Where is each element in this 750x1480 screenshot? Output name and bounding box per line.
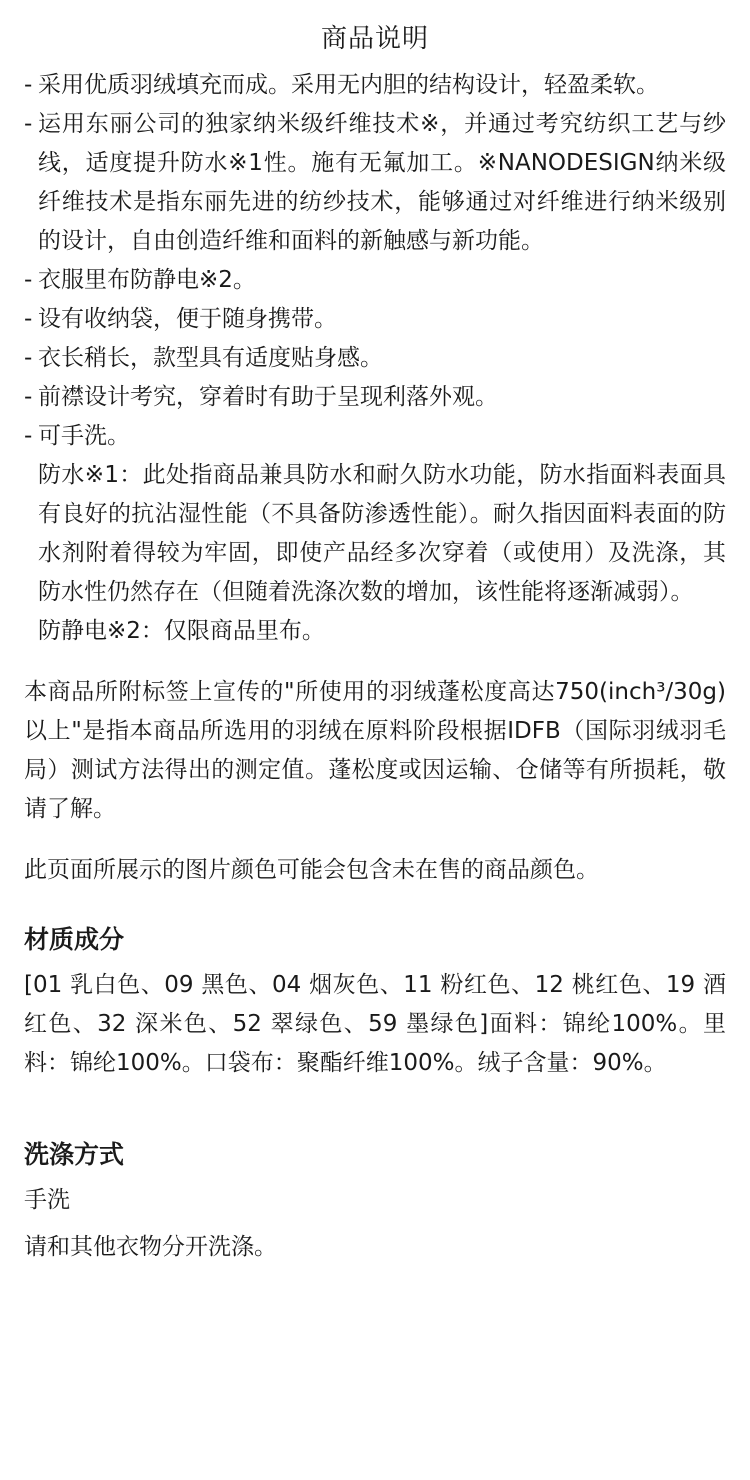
washing-heading: 洗涤方式 xyxy=(24,1140,125,1169)
bullet-marker: - xyxy=(24,306,33,332)
bullet-marker: - xyxy=(24,111,33,137)
feature-item xyxy=(24,261,726,300)
color-disclaimer: 此页面所展示的图片颜色可能会包含未在售的商品颜色。 xyxy=(24,857,599,883)
feature-item xyxy=(24,378,726,417)
washing-instruction: 请和其他衣物分开洗涤。 xyxy=(24,1234,277,1260)
material-text: [01 乳白色、09 黑色、04 烟灰色、11 粉红色、12 桃红色、19 酒红色、32 深米色、52 翠绿色、59 墨绿色]面料：锦纶100%。里料：锦纶100%。口袋布：聚酯纤维100%。绒子含量：90%。 xyxy=(24,972,726,1076)
feature-list xyxy=(24,66,726,456)
waterproof-note: 防水※1：此处指商品兼具防水和耐久防水功能，防水指面料表面具有良好的抗沾湿性能（不具备防渗透性能）。耐久指因面料表面的防水剂附着得较为牢固，即使产品经多次穿着（或使用）及洗涤，其防水性仍然存在（但随着洗涤次数的增加，该性能将逐渐减弱）。 xyxy=(38,462,726,605)
bullet-marker: - xyxy=(24,72,33,98)
bullet-marker: - xyxy=(24,423,33,449)
spacer xyxy=(24,829,726,851)
feature-text: 采用优质羽绒填充而成。采用无内胆的结构设计，轻盈柔软。 xyxy=(38,72,659,98)
feature-text: 设有收纳袋，便于随身携带。 xyxy=(38,306,337,332)
feature-text: 前襟设计考究，穿着时有助于呈现利落外观。 xyxy=(38,384,498,410)
spacer xyxy=(24,651,726,673)
antistatic-note: 防静电※2：仅限商品里布。 xyxy=(38,618,325,644)
bullet-marker: - xyxy=(24,345,33,371)
spacer xyxy=(24,1220,726,1228)
feature-item xyxy=(24,300,726,339)
feature-text: 衣服里布防静电※2。 xyxy=(38,267,256,293)
loft-paragraph: 本商品所附标签上宣传的"所使用的羽绒蓬松度高达750(inch³/30g)以上"是指本商品所选用的羽绒在原料阶段根据IDFB（国际羽绒羽毛局）测试方法得出的测定值。蓬松度或因运输、仓储等有所损耗，敬请了解。 xyxy=(24,679,726,822)
feature-item xyxy=(24,417,726,456)
spacer xyxy=(24,890,726,920)
page-title: 商品说明 xyxy=(320,24,429,54)
bullet-marker: - xyxy=(24,267,33,293)
feature-item xyxy=(24,339,726,378)
bullet-marker: - xyxy=(24,384,33,410)
feature-text: 可手洗。 xyxy=(38,423,130,449)
feature-item xyxy=(24,66,726,105)
washing-method: 手洗 xyxy=(24,1187,70,1213)
feature-item xyxy=(24,105,726,261)
material-heading: 材质成分 xyxy=(24,925,125,954)
feature-text: 运用东丽公司的独家纳米级纤维技术※，并通过考究纺织工艺与纱线，适度提升防水※1性。施有无氟加工。※NANODESIGN纳米级纤维技术是指东丽先进的纺纱技术，能够通过对纤维进行纳米级别的设计，自由创造纤维和面料的新触感与新功能。 xyxy=(38,111,726,254)
spacer xyxy=(24,1113,726,1135)
spacer xyxy=(24,1083,726,1113)
feature-text: 衣长稍长，款型具有适度贴身感。 xyxy=(38,345,383,371)
